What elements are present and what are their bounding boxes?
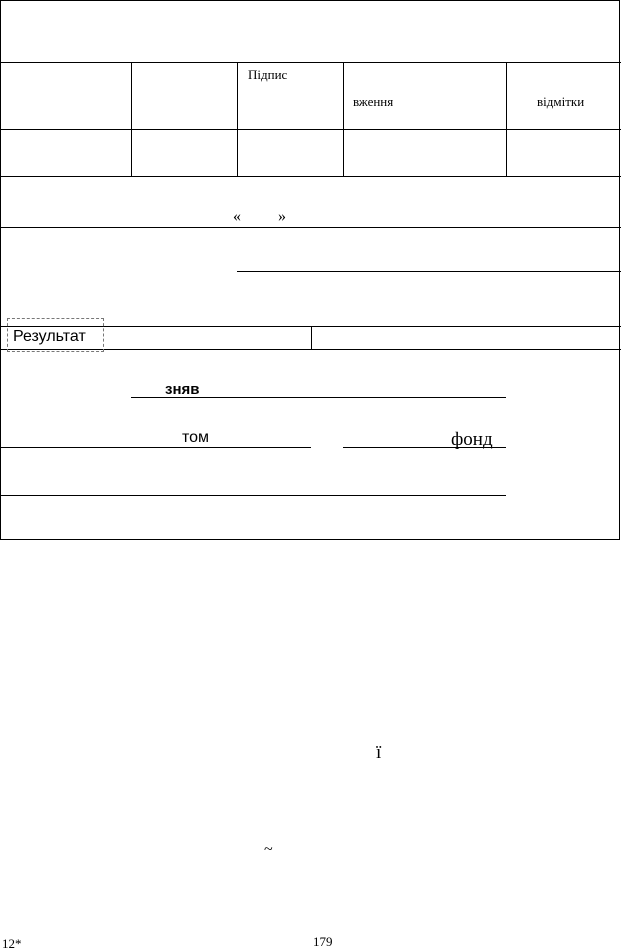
fill-in-line	[0, 447, 311, 448]
signature-mark: 12*	[2, 936, 22, 951]
result-row-divider	[311, 326, 312, 349]
date-quote-close: »	[278, 208, 286, 225]
fund-label: фонд	[451, 429, 493, 450]
marks-column-header: відмітки	[537, 94, 585, 109]
fill-in-line	[237, 271, 621, 272]
table-header-bottom-line	[0, 129, 621, 130]
removed-label: зняв	[165, 381, 200, 398]
volume-label: том	[182, 429, 210, 446]
column-header: вження	[353, 94, 394, 109]
column-divider	[343, 62, 344, 176]
signature-column-header: Підпис	[248, 67, 288, 82]
table-bottom-line	[0, 176, 621, 177]
column-divider	[131, 62, 132, 176]
column-divider	[506, 62, 507, 176]
page-number: 179	[313, 934, 333, 949]
section-divider	[0, 227, 621, 228]
fill-in-line	[343, 447, 506, 448]
stray-character: ї	[376, 742, 382, 763]
result-label: Результат	[13, 328, 86, 345]
stray-tilde: ~	[264, 841, 273, 858]
fill-in-line	[131, 397, 506, 398]
table-top-line	[0, 62, 621, 63]
date-quote-open: «	[233, 208, 241, 225]
fill-in-line	[0, 495, 506, 496]
column-divider	[237, 62, 238, 176]
